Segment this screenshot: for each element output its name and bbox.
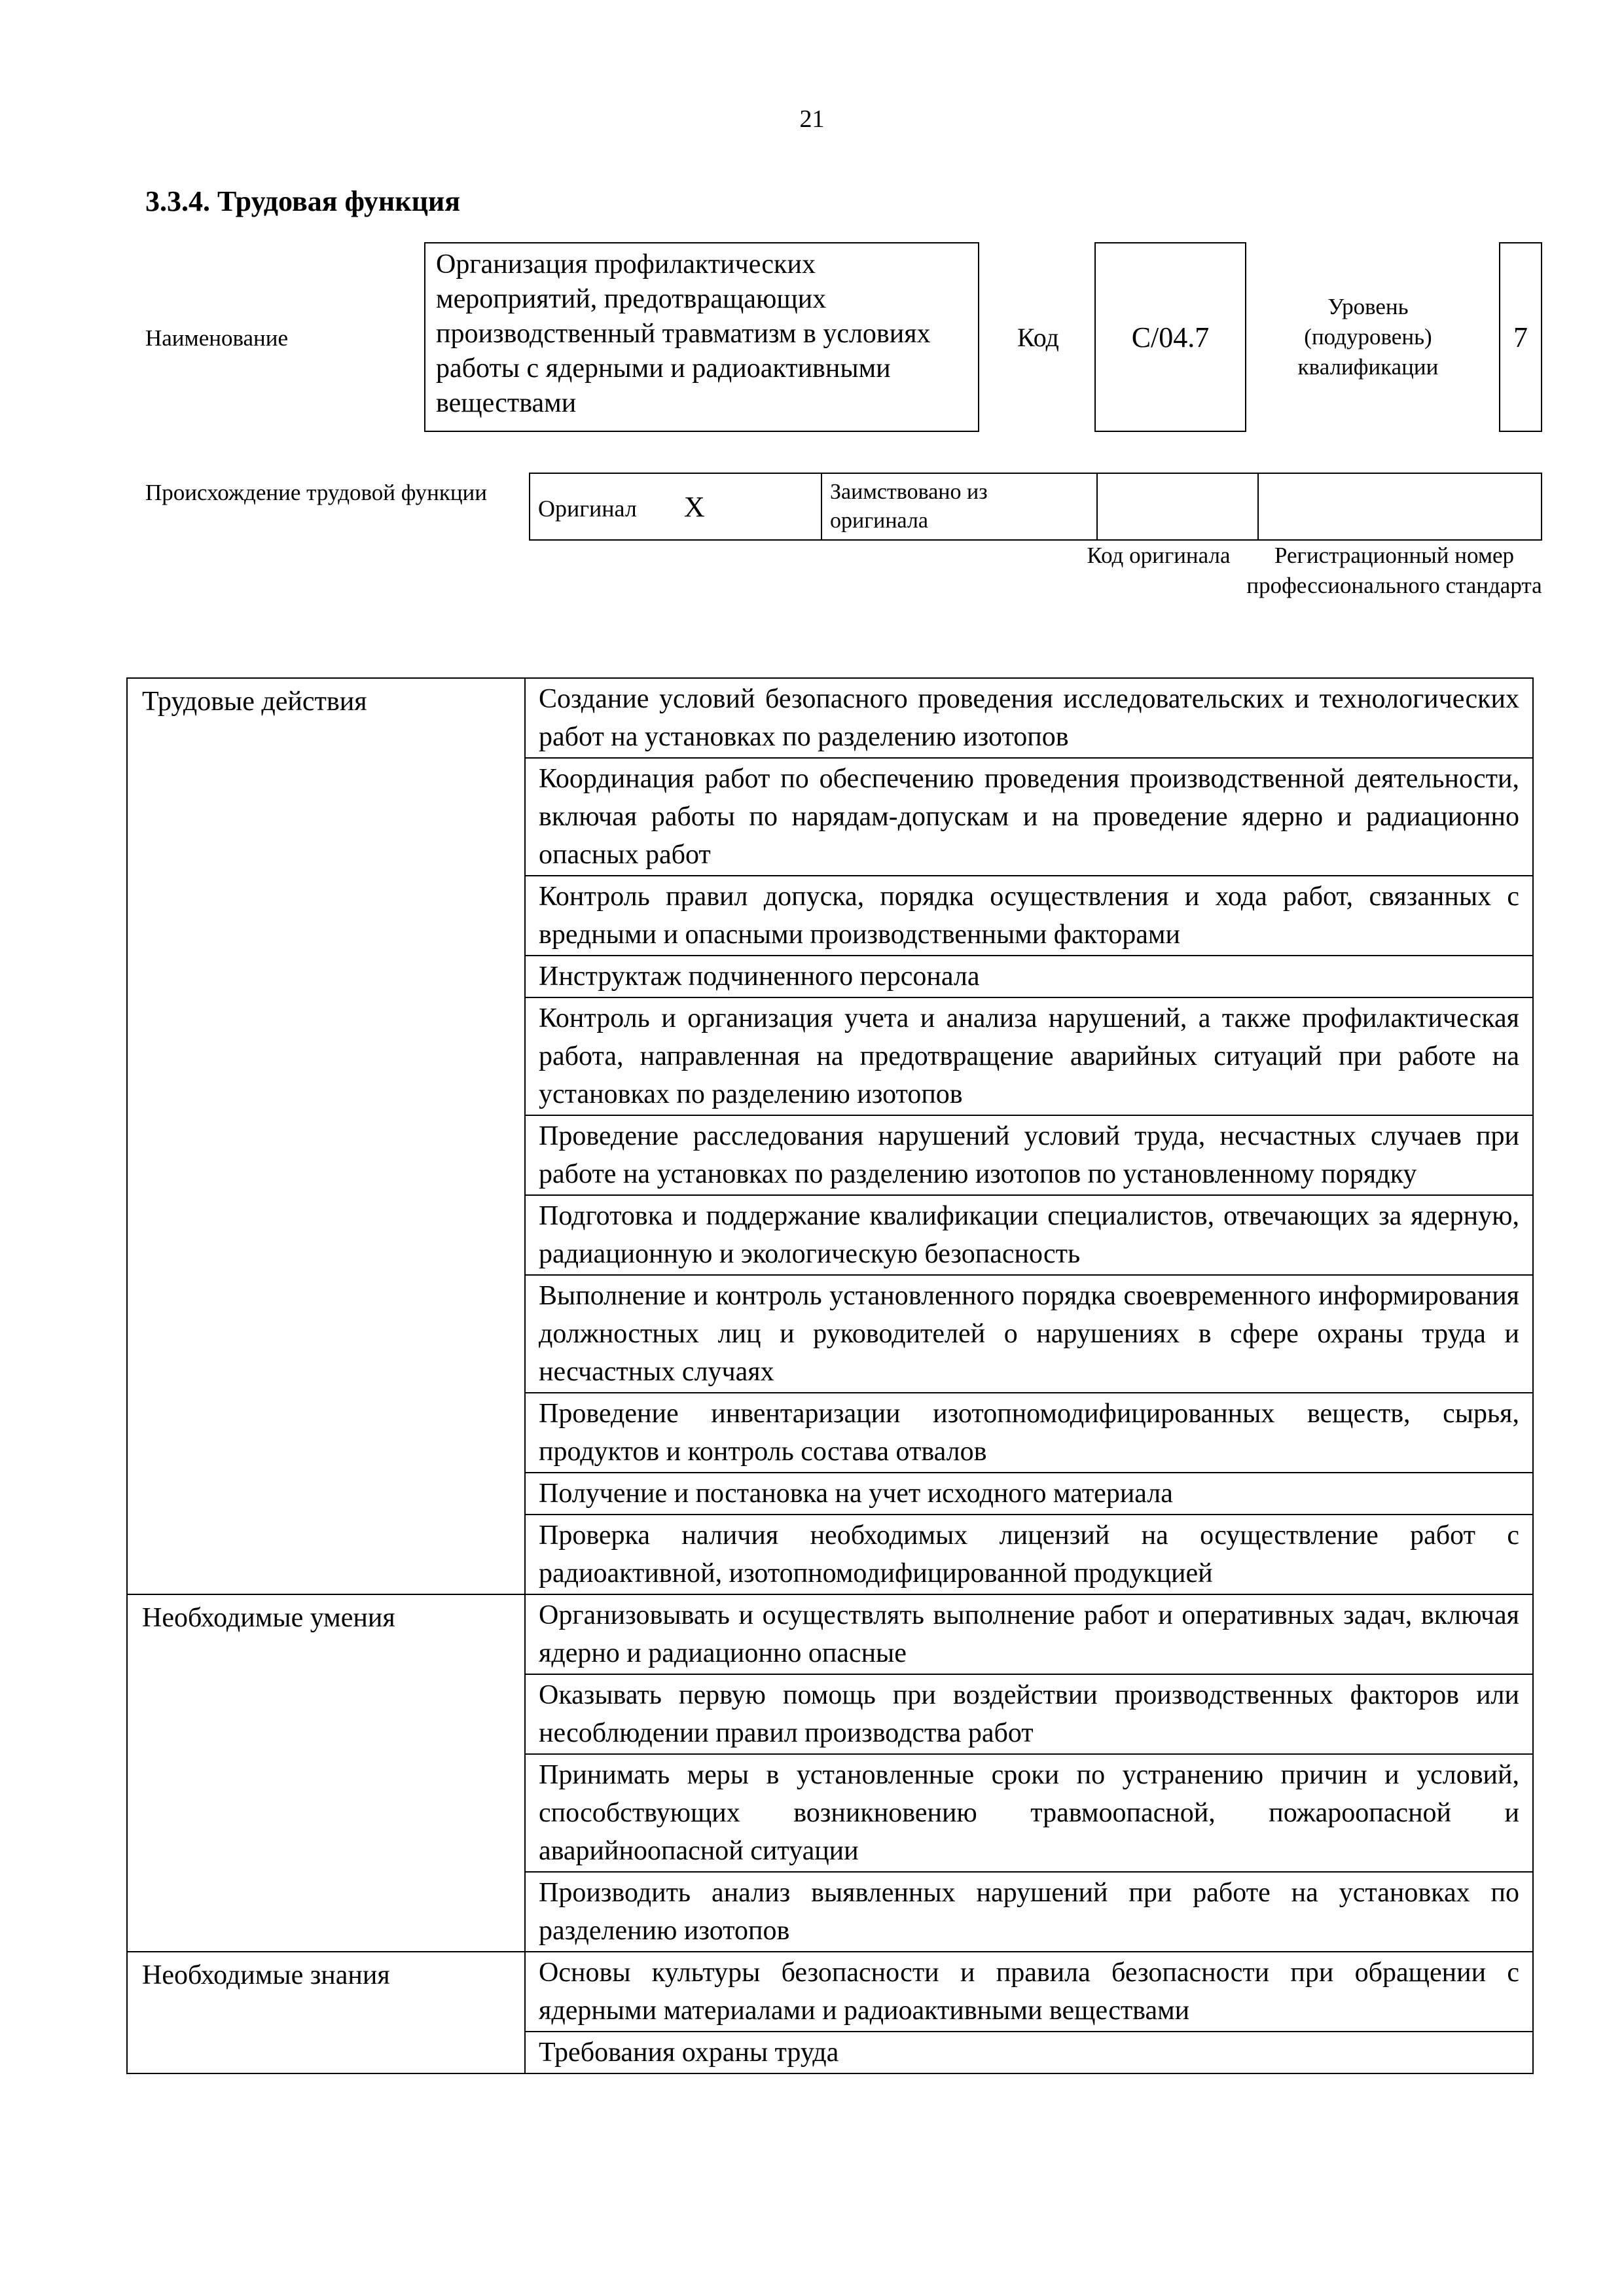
table-item: Создание условий безопасного проведения исследовательских и технологических работ на установках по разделению изотопов bbox=[525, 678, 1533, 758]
table-item: Проведение расследования нарушений условий труда, несчастных случаев при работе на установках по разделению изотопов по установленному порядку bbox=[525, 1115, 1533, 1195]
table-item: Проведение инвентаризации изотопномодифицированных веществ, сырья, продуктов и контроль состава отвалов bbox=[525, 1393, 1533, 1473]
table-row bbox=[127, 1594, 1533, 1674]
table-item: Координация работ по обеспечению проведения производственной деятельности, включая работы по нарядам-допускам и на проведение ядерно и радиационно опасных работ bbox=[525, 758, 1533, 876]
original-code-caption: Код оригинала bbox=[1087, 543, 1231, 568]
table-item: Получение и постановка на учет исходного материала bbox=[525, 1473, 1533, 1515]
table-row bbox=[127, 1952, 1533, 2032]
reg-number-caption: Регистрационный номер профессионального стандарта bbox=[1246, 543, 1542, 598]
code-value: C/04.7 bbox=[1094, 242, 1246, 432]
table-item: Контроль и организация учета и анализа нарушений, а также профилактическая работа, направленная на предотвращение аварийных ситуаций при работе на установках по разделению изотопов bbox=[525, 997, 1533, 1115]
table-row bbox=[127, 678, 1533, 758]
origin-label: Происхождение трудовой функции bbox=[145, 480, 488, 505]
original-mark: X bbox=[683, 490, 705, 523]
origin-table bbox=[529, 473, 1542, 541]
labor-function-table bbox=[126, 677, 1534, 2074]
table-item: Оказывать первую помощь при воздействии производственных факторов или несоблюдении правил производства работ bbox=[525, 1674, 1533, 1754]
borrowed-label: Заимствовано из оригинала bbox=[821, 473, 1097, 540]
table-item: Выполнение и контроль установленного порядка своевременного информирования должностных лиц и руководителей о нарушениях в сфере охраны труда и несчастных случаях bbox=[525, 1275, 1533, 1393]
name-value: Организация профилактических мероприятий, предотвращающих производственный травматизм в условиях работы с ядерными и радиоактивными веществами bbox=[424, 242, 979, 432]
table-item: Основы культуры безопасности и правила безопасности при обращении с ядерными материалами и радиоактивными веществами bbox=[525, 1952, 1533, 2032]
section-title: 3.3.4. Трудовая функция bbox=[145, 185, 461, 217]
table-item: Инструктаж подчиненного персонала bbox=[525, 956, 1533, 997]
level-value: 7 bbox=[1499, 242, 1542, 432]
table-item: Производить анализ выявленных нарушений при работе на установках по разделению изотопов bbox=[525, 1872, 1533, 1952]
table-item: Организовывать и осуществлять выполнение работ и оперативных задач, включая ядерно и радиационно опасные bbox=[525, 1594, 1533, 1674]
table-item: Проверка наличия необходимых лицензий на осуществление работ с радиоактивной, изотопномодифицированной продукцией bbox=[525, 1515, 1533, 1594]
reg-number-cell bbox=[1258, 473, 1542, 540]
table-item: Требования охраны труда bbox=[525, 2032, 1533, 2073]
original-code-cell bbox=[1097, 473, 1258, 540]
page-number: 21 bbox=[799, 105, 825, 133]
code-label: Код bbox=[1017, 323, 1059, 352]
category-required-skills: Необходимые умения bbox=[127, 1594, 525, 1952]
category-labor-actions: Трудовые действия bbox=[127, 678, 525, 1594]
table-item: Контроль правил допуска, порядка осуществления и хода работ, связанных с вредными и опасными производственными факторами bbox=[525, 876, 1533, 956]
level-label: Уровень (подуровень) квалификации bbox=[1297, 294, 1439, 380]
original-label: Оригинал bbox=[538, 495, 637, 522]
category-required-knowledge: Необходимые знания bbox=[127, 1952, 525, 2073]
table-item: Подготовка и поддержание квалификации специалистов, отвечающих за ядерную, радиационную и экологическую безопасность bbox=[525, 1195, 1533, 1275]
name-label: Наименование bbox=[145, 325, 289, 351]
table-item: Принимать меры в установленные сроки по устранению причин и условий, способствующих возникновению травмоопасной, пожароопасной и аварийноопасной ситуации bbox=[525, 1754, 1533, 1872]
origin-original-cell bbox=[530, 473, 821, 540]
